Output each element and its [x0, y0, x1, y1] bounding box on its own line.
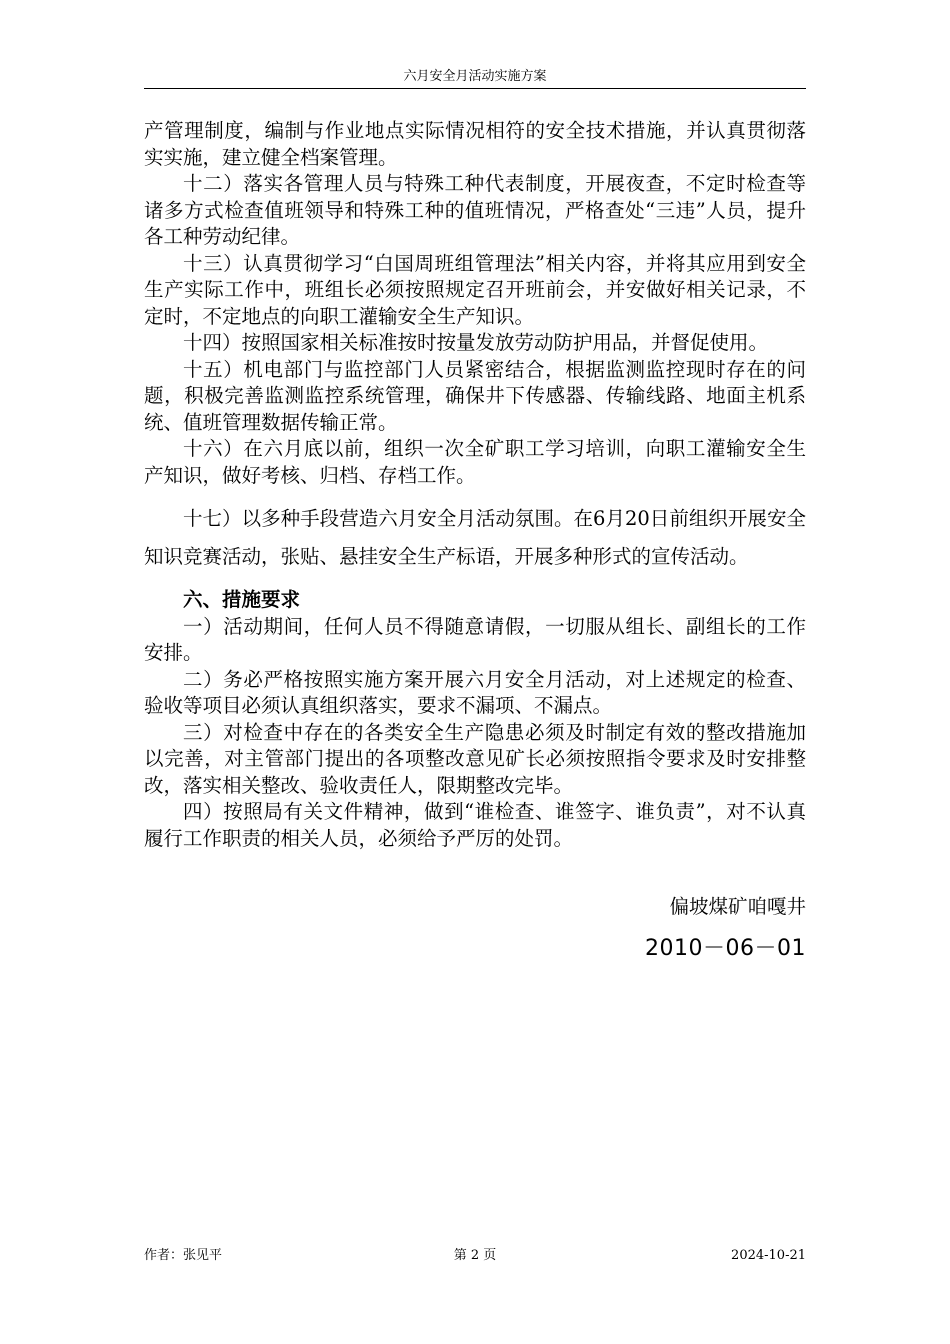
section-heading: 六、措施要求 — [183, 588, 301, 611]
requirement-1: 一）活动期间，任何人员不得随意请假，一切服从组长、副组长的工作安排。 — [144, 614, 806, 664]
footer-date: 2024-10-21 — [731, 1248, 806, 1263]
paragraph-item-15: 十五）机电部门与监控部门人员紧密结合，根据监测监控现时存在的问题，积极完善监测监控系统管理，确保井下传感器、传输线路、地面主机系统、值班管理数据传输正常。 — [144, 357, 806, 434]
requirement-3: 三）对检查中存在的各类安全生产隐患必须及时制定有效的整改措施加以完善，对主管部门提出的各项整改意见矿长必须按照指令要求及时安排整改，落实相关整改、验收责任人，限期整改完毕。 — [144, 720, 806, 797]
signature-block — [144, 893, 806, 963]
footer-page-number: 第 2 页 — [453, 1248, 497, 1263]
paragraph-item-14: 十四）按照国家相关标准按时按量发放劳动防护用品，并督促使用。 — [183, 331, 769, 354]
signature-organization: 偏坡煤矿咱嘎井 — [669, 895, 806, 918]
paragraph-item-16: 十六）在六月底以前，组织一次全矿职工学习培训，向职工灌输安全生产知识，做好考核、归档、存档工作。 — [144, 437, 806, 487]
paragraph-item-13: 十三）认真贯彻学习“白国周班组管理法”相关内容，并将其应用到安全生产实际工作中，班组长必须按照规定召开班前会，并安做好相关记录，不定时，不定地点的向职工灌输安全生产知识。 — [144, 251, 806, 328]
paragraph-item-12: 十二）落实各管理人员与特殊工种代表制度，开展夜查，不定时检查等诸多方式检查值班领导和特殊工种的值班情况，严格查处“三违”人员，提升各工种劳动纪律。 — [144, 172, 806, 248]
paragraph-item-17: 十七）以多种手段营造六月安全月活动氛围。在6月20日前组织开展安全知识竞赛活动，张贴、悬挂安全生产标语，开展多种形式的宣传活动。 — [144, 507, 806, 568]
paragraph-continued: 产管理制度，编制与作业地点实际情况相符的安全技术措施，并认真贯彻落实实施，建立健全档案管理。 — [144, 119, 806, 169]
document-body — [144, 118, 806, 852]
document-title: 六月安全月活动实施方案 — [403, 69, 547, 84]
requirement-4: 四）按照局有关文件精神，做到“谁检查、谁签字、谁负责”，对不认真履行工作职责的相关人员，必须给予严厉的处罚。 — [144, 800, 806, 850]
footer-author: 作者：张见平 — [144, 1248, 223, 1263]
requirement-2: 二）务必严格按照实施方案开展六月安全月活动，对上述规定的检查、验收等项目必须认真组织落实，要求不漏项、不漏点。 — [144, 667, 806, 717]
page-header — [144, 68, 806, 89]
signature-date: 2010－06－01 — [645, 936, 806, 961]
